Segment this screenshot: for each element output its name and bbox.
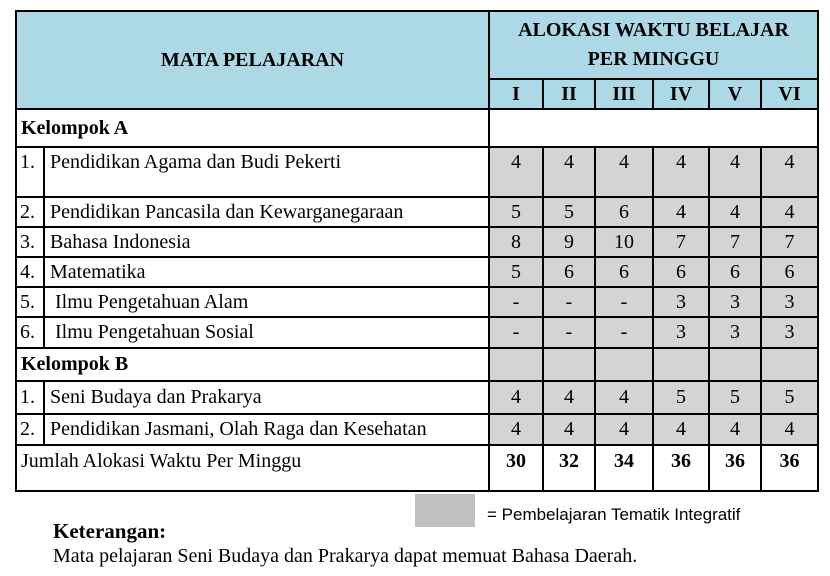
table-row [16, 287, 818, 317]
hours-cell: 5 [709, 381, 761, 414]
hours-cell: 6 [761, 257, 818, 287]
table-row [16, 147, 818, 197]
hours-cell: 8 [489, 227, 543, 257]
hours-cell: 4 [653, 147, 709, 197]
grade-header: IV [653, 79, 709, 109]
hours-cell: 5 [489, 197, 543, 227]
total-value: 30 [489, 445, 543, 491]
subject-name: Seni Budaya dan Prakarya [44, 381, 489, 414]
subject-name: Matematika [44, 257, 489, 287]
total-value: 32 [543, 445, 595, 491]
hours-cell: 5 [761, 381, 818, 414]
group-empty-cell [543, 348, 595, 381]
group-row-a [16, 109, 818, 147]
table-row [16, 317, 818, 348]
hours-cell: 4 [489, 381, 543, 414]
hours-cell: 5 [543, 197, 595, 227]
row-number: 1. [16, 381, 44, 414]
total-value: 36 [761, 445, 818, 491]
total-label: Jumlah Alokasi Waktu Per Minggu [16, 445, 489, 491]
total-value: 36 [653, 445, 709, 491]
hours-cell: 6 [595, 257, 653, 287]
note-title: Keterangan: [53, 519, 167, 543]
hours-cell: 7 [709, 227, 761, 257]
hours-cell: - [489, 317, 543, 348]
row-number: 2. [16, 414, 44, 445]
hours-cell: - [489, 287, 543, 317]
hours-cell: 3 [761, 317, 818, 348]
hours-cell: 4 [761, 197, 818, 227]
hours-cell: 3 [709, 287, 761, 317]
table-row [16, 227, 818, 257]
hours-cell: 3 [653, 317, 709, 348]
hours-cell: 4 [653, 197, 709, 227]
curriculum-table [15, 10, 819, 492]
table-row [16, 414, 818, 445]
total-row [16, 445, 818, 491]
hours-cell: 4 [595, 381, 653, 414]
hours-cell: - [595, 287, 653, 317]
hours-cell: 4 [543, 381, 595, 414]
subject-name: Pendidikan Jasmani, Olah Raga dan Kesehatan [44, 414, 489, 445]
subject-name: Pendidikan Pancasila dan Kewarganegaraan [44, 197, 489, 227]
subject-name: Bahasa Indonesia [44, 227, 489, 257]
hours-cell: 3 [653, 287, 709, 317]
grade-header: V [709, 79, 761, 109]
group-empty-cell [761, 348, 818, 381]
total-value: 36 [709, 445, 761, 491]
table-row [16, 257, 818, 287]
hours-cell: 6 [595, 197, 653, 227]
grade-header: I [489, 79, 543, 109]
header-row [16, 11, 818, 79]
hours-cell: 4 [761, 147, 818, 197]
group-empty-cell [709, 348, 761, 381]
row-number: 4. [16, 257, 44, 287]
hours-cell: 4 [761, 414, 818, 445]
row-number: 2. [16, 197, 44, 227]
subject-column-header: MATA PELAJARAN [16, 11, 489, 109]
hours-cell: - [543, 287, 595, 317]
hours-cell: - [595, 317, 653, 348]
hours-cell: 5 [489, 257, 543, 287]
hours-cell: 10 [595, 227, 653, 257]
group-row-b [16, 348, 818, 381]
hours-cell: 5 [653, 381, 709, 414]
hours-cell: 4 [489, 147, 543, 197]
grade-header: VI [761, 79, 818, 109]
row-number: 1. [16, 147, 44, 197]
group-label: Kelompok B [16, 348, 489, 381]
table-row [16, 381, 818, 414]
hours-cell: 3 [709, 317, 761, 348]
hours-cell: 4 [709, 414, 761, 445]
hours-cell: 6 [709, 257, 761, 287]
hours-cell: 4 [595, 147, 653, 197]
hours-cell: - [543, 317, 595, 348]
hours-cell: 3 [761, 287, 818, 317]
row-number: 5. [16, 287, 44, 317]
group-empty-cell [489, 109, 818, 147]
legend-text: = Pembelajaran Tematik Integratif [487, 505, 741, 524]
hours-cell: 7 [761, 227, 818, 257]
hours-cell: 4 [595, 414, 653, 445]
group-empty-cell [595, 348, 653, 381]
subject-name: Ilmu Pengetahuan Sosial [44, 317, 489, 348]
hours-cell: 4 [543, 414, 595, 445]
row-number: 6. [16, 317, 44, 348]
grade-header: II [543, 79, 595, 109]
hours-cell: 9 [543, 227, 595, 257]
hours-cell: 4 [543, 147, 595, 197]
note-text: Mata pelajaran Seni Budaya dan Prakarya dapat memuat Bahasa Daerah. [53, 545, 638, 567]
group-empty-cell [653, 348, 709, 381]
group-label: Kelompok A [16, 109, 489, 147]
allocation-header [489, 11, 818, 79]
hours-cell: 4 [489, 414, 543, 445]
subject-name: Pendidikan Agama dan Budi Pekerti [44, 147, 489, 197]
subject-name: Ilmu Pengetahuan Alam [44, 287, 489, 317]
grade-header: III [595, 79, 653, 109]
allocation-title-line1: ALOKASI WAKTU BELAJAR [518, 19, 789, 41]
allocation-title-line2: PER MINGGU [587, 48, 720, 70]
row-number: 3. [16, 227, 44, 257]
legend-swatch [415, 494, 475, 527]
total-value: 34 [595, 445, 653, 491]
hours-cell: 4 [653, 414, 709, 445]
hours-cell: 6 [543, 257, 595, 287]
group-empty-cell [489, 348, 543, 381]
hours-cell: 4 [709, 147, 761, 197]
hours-cell: 6 [653, 257, 709, 287]
hours-cell: 4 [709, 197, 761, 227]
table-row [16, 197, 818, 227]
hours-cell: 7 [653, 227, 709, 257]
